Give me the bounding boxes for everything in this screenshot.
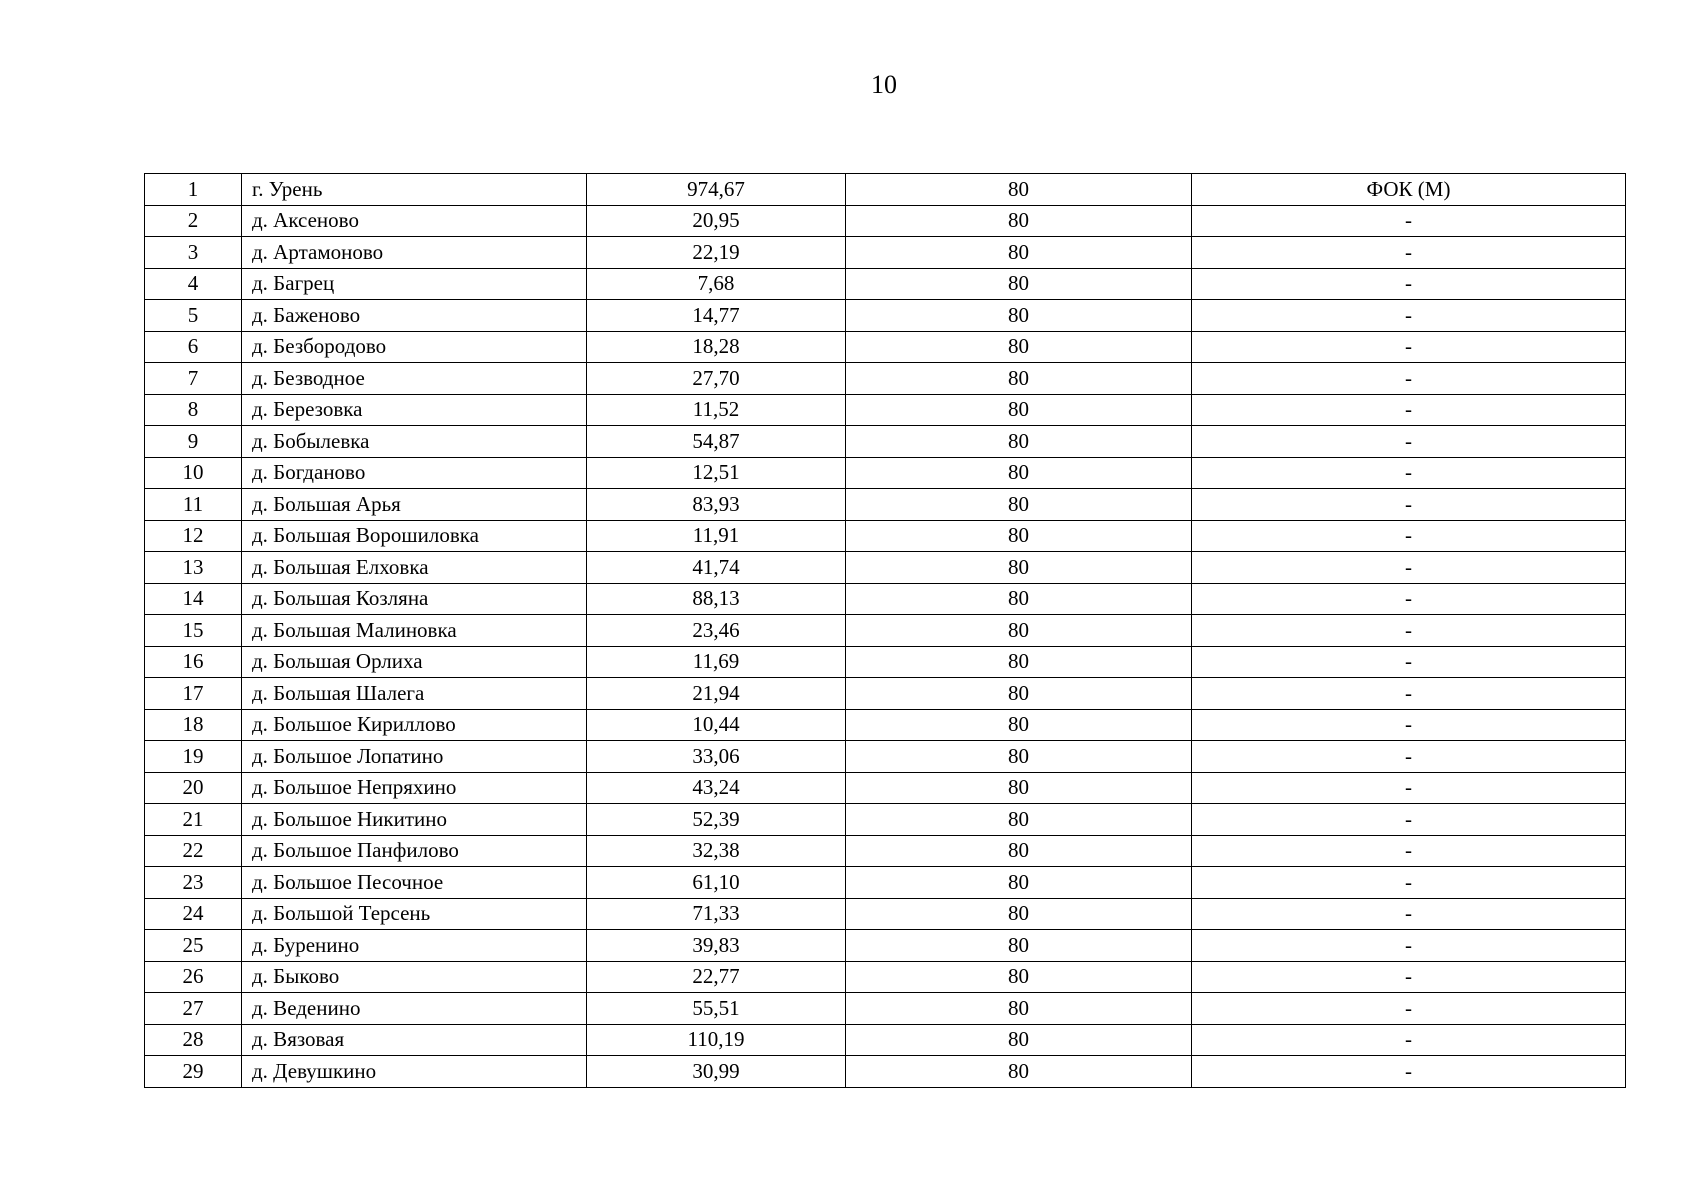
facility-cell: -	[1192, 489, 1626, 521]
row-number-cell: 3	[145, 237, 242, 269]
row-number-cell: 28	[145, 1024, 242, 1056]
area-cell: 11,69	[587, 646, 846, 678]
area-cell: 22,77	[587, 961, 846, 993]
table-row	[145, 741, 1626, 773]
area-cell: 83,93	[587, 489, 846, 521]
facility-cell: -	[1192, 300, 1626, 332]
facility-cell: -	[1192, 457, 1626, 489]
value-cell: 80	[846, 709, 1192, 741]
value-cell: 80	[846, 804, 1192, 836]
facility-cell: -	[1192, 1024, 1626, 1056]
table-row	[145, 268, 1626, 300]
settlement-name-cell: д. Веденино	[242, 993, 587, 1025]
row-number-cell: 7	[145, 363, 242, 395]
value-cell: 80	[846, 174, 1192, 206]
table-row	[145, 426, 1626, 458]
row-number-cell: 10	[145, 457, 242, 489]
value-cell: 80	[846, 678, 1192, 710]
area-cell: 10,44	[587, 709, 846, 741]
settlement-name-cell: д. Березовка	[242, 394, 587, 426]
settlement-name-cell: д. Багрец	[242, 268, 587, 300]
settlement-name-cell: д. Большая Елховка	[242, 552, 587, 584]
facility-cell: -	[1192, 772, 1626, 804]
value-cell: 80	[846, 898, 1192, 930]
facility-cell: -	[1192, 646, 1626, 678]
settlement-name-cell: д. Большое Кириллово	[242, 709, 587, 741]
area-cell: 32,38	[587, 835, 846, 867]
value-cell: 80	[846, 331, 1192, 363]
value-cell: 80	[846, 772, 1192, 804]
settlement-name-cell: д. Большая Козляна	[242, 583, 587, 615]
table-row	[145, 520, 1626, 552]
value-cell: 80	[846, 930, 1192, 962]
row-number-cell: 15	[145, 615, 242, 647]
area-cell: 12,51	[587, 457, 846, 489]
settlement-name-cell: г. Урень	[242, 174, 587, 206]
facility-cell: ФОК (М)	[1192, 174, 1626, 206]
area-cell: 7,68	[587, 268, 846, 300]
value-cell: 80	[846, 835, 1192, 867]
value-cell: 80	[846, 520, 1192, 552]
settlement-name-cell: д. Большое Песочное	[242, 867, 587, 899]
facility-cell: -	[1192, 835, 1626, 867]
value-cell: 80	[846, 552, 1192, 584]
row-number-cell: 14	[145, 583, 242, 615]
settlement-name-cell: д. Богданово	[242, 457, 587, 489]
table-row	[145, 993, 1626, 1025]
area-cell: 11,52	[587, 394, 846, 426]
row-number-cell: 22	[145, 835, 242, 867]
settlement-name-cell: д. Большая Орлиха	[242, 646, 587, 678]
table-row	[145, 646, 1626, 678]
table-row	[145, 1056, 1626, 1088]
row-number-cell: 8	[145, 394, 242, 426]
facility-cell: -	[1192, 520, 1626, 552]
table-row	[145, 331, 1626, 363]
area-cell: 27,70	[587, 363, 846, 395]
facility-cell: -	[1192, 268, 1626, 300]
value-cell: 80	[846, 300, 1192, 332]
row-number-cell: 27	[145, 993, 242, 1025]
facility-cell: -	[1192, 678, 1626, 710]
area-cell: 30,99	[587, 1056, 846, 1088]
value-cell: 80	[846, 1056, 1192, 1088]
value-cell: 80	[846, 489, 1192, 521]
settlement-name-cell: д. Буренино	[242, 930, 587, 962]
value-cell: 80	[846, 993, 1192, 1025]
settlement-name-cell: д. Большое Непряхино	[242, 772, 587, 804]
table-row	[145, 552, 1626, 584]
facility-cell: -	[1192, 331, 1626, 363]
row-number-cell: 17	[145, 678, 242, 710]
facility-cell: -	[1192, 867, 1626, 899]
value-cell: 80	[846, 268, 1192, 300]
settlement-name-cell: д. Артамоново	[242, 237, 587, 269]
facility-cell: -	[1192, 709, 1626, 741]
value-cell: 80	[846, 426, 1192, 458]
area-cell: 43,24	[587, 772, 846, 804]
table-row	[145, 709, 1626, 741]
row-number-cell: 12	[145, 520, 242, 552]
facility-cell: -	[1192, 205, 1626, 237]
area-cell: 21,94	[587, 678, 846, 710]
table-row	[145, 1024, 1626, 1056]
row-number-cell: 1	[145, 174, 242, 206]
facility-cell: -	[1192, 930, 1626, 962]
table-row	[145, 489, 1626, 521]
settlement-name-cell: д. Большая Шалега	[242, 678, 587, 710]
row-number-cell: 6	[145, 331, 242, 363]
value-cell: 80	[846, 961, 1192, 993]
facility-cell: -	[1192, 394, 1626, 426]
table-row	[145, 174, 1626, 206]
area-cell: 52,39	[587, 804, 846, 836]
row-number-cell: 11	[145, 489, 242, 521]
area-cell: 88,13	[587, 583, 846, 615]
facility-cell: -	[1192, 552, 1626, 584]
row-number-cell: 16	[145, 646, 242, 678]
row-number-cell: 26	[145, 961, 242, 993]
row-number-cell: 23	[145, 867, 242, 899]
area-cell: 11,91	[587, 520, 846, 552]
facility-cell: -	[1192, 426, 1626, 458]
area-cell: 22,19	[587, 237, 846, 269]
settlement-name-cell: д. Большое Никитино	[242, 804, 587, 836]
table-row	[145, 898, 1626, 930]
row-number-cell: 20	[145, 772, 242, 804]
page-number: 10	[871, 70, 897, 99]
row-number-cell: 2	[145, 205, 242, 237]
settlement-name-cell: д. Аксеново	[242, 205, 587, 237]
value-cell: 80	[846, 394, 1192, 426]
area-cell: 61,10	[587, 867, 846, 899]
area-cell: 18,28	[587, 331, 846, 363]
facility-cell: -	[1192, 993, 1626, 1025]
area-cell: 20,95	[587, 205, 846, 237]
facility-cell: -	[1192, 898, 1626, 930]
table-row	[145, 300, 1626, 332]
table-row	[145, 363, 1626, 395]
facility-cell: -	[1192, 961, 1626, 993]
row-number-cell: 25	[145, 930, 242, 962]
facility-cell: -	[1192, 237, 1626, 269]
value-cell: 80	[846, 237, 1192, 269]
row-number-cell: 13	[145, 552, 242, 584]
area-cell: 41,74	[587, 552, 846, 584]
settlement-name-cell: д. Большой Терсень	[242, 898, 587, 930]
table-row	[145, 961, 1626, 993]
value-cell: 80	[846, 457, 1192, 489]
settlement-name-cell: д. Быково	[242, 961, 587, 993]
table-row	[145, 867, 1626, 899]
value-cell: 80	[846, 867, 1192, 899]
table-row	[145, 804, 1626, 836]
row-number-cell: 21	[145, 804, 242, 836]
area-cell: 39,83	[587, 930, 846, 962]
settlement-name-cell: д. Большая Ворошиловка	[242, 520, 587, 552]
area-cell: 54,87	[587, 426, 846, 458]
table-row	[145, 678, 1626, 710]
settlement-name-cell: д. Большая Арья	[242, 489, 587, 521]
value-cell: 80	[846, 1024, 1192, 1056]
table-row	[145, 615, 1626, 647]
row-number-cell: 19	[145, 741, 242, 773]
facility-cell: -	[1192, 741, 1626, 773]
facility-cell: -	[1192, 363, 1626, 395]
area-cell: 23,46	[587, 615, 846, 647]
table-row	[145, 930, 1626, 962]
settlement-name-cell: д. Бобылевка	[242, 426, 587, 458]
settlement-name-cell: д. Девушкино	[242, 1056, 587, 1088]
row-number-cell: 9	[145, 426, 242, 458]
settlement-name-cell: д. Безводное	[242, 363, 587, 395]
area-cell: 33,06	[587, 741, 846, 773]
settlement-name-cell: д. Большое Панфилово	[242, 835, 587, 867]
area-cell: 110,19	[587, 1024, 846, 1056]
area-cell: 14,77	[587, 300, 846, 332]
row-number-cell: 5	[145, 300, 242, 332]
table-row	[145, 205, 1626, 237]
settlement-name-cell: д. Баженово	[242, 300, 587, 332]
settlement-name-cell: д. Большое Лопатино	[242, 741, 587, 773]
settlement-name-cell: д. Большая Малиновка	[242, 615, 587, 647]
settlement-name-cell: д. Вязовая	[242, 1024, 587, 1056]
table-row	[145, 394, 1626, 426]
area-cell: 55,51	[587, 993, 846, 1025]
facility-cell: -	[1192, 583, 1626, 615]
row-number-cell: 4	[145, 268, 242, 300]
value-cell: 80	[846, 615, 1192, 647]
value-cell: 80	[846, 646, 1192, 678]
facility-cell: -	[1192, 615, 1626, 647]
value-cell: 80	[846, 583, 1192, 615]
settlements-table	[144, 173, 1626, 1088]
facility-cell: -	[1192, 804, 1626, 836]
table-row	[145, 457, 1626, 489]
table-row	[145, 583, 1626, 615]
table-row	[145, 835, 1626, 867]
settlement-name-cell: д. Безбородово	[242, 331, 587, 363]
area-cell: 71,33	[587, 898, 846, 930]
row-number-cell: 29	[145, 1056, 242, 1088]
area-cell: 974,67	[587, 174, 846, 206]
table-row	[145, 772, 1626, 804]
row-number-cell: 18	[145, 709, 242, 741]
value-cell: 80	[846, 363, 1192, 395]
value-cell: 80	[846, 205, 1192, 237]
table-row	[145, 237, 1626, 269]
row-number-cell: 24	[145, 898, 242, 930]
value-cell: 80	[846, 741, 1192, 773]
table-body	[145, 174, 1626, 1088]
facility-cell: -	[1192, 1056, 1626, 1088]
